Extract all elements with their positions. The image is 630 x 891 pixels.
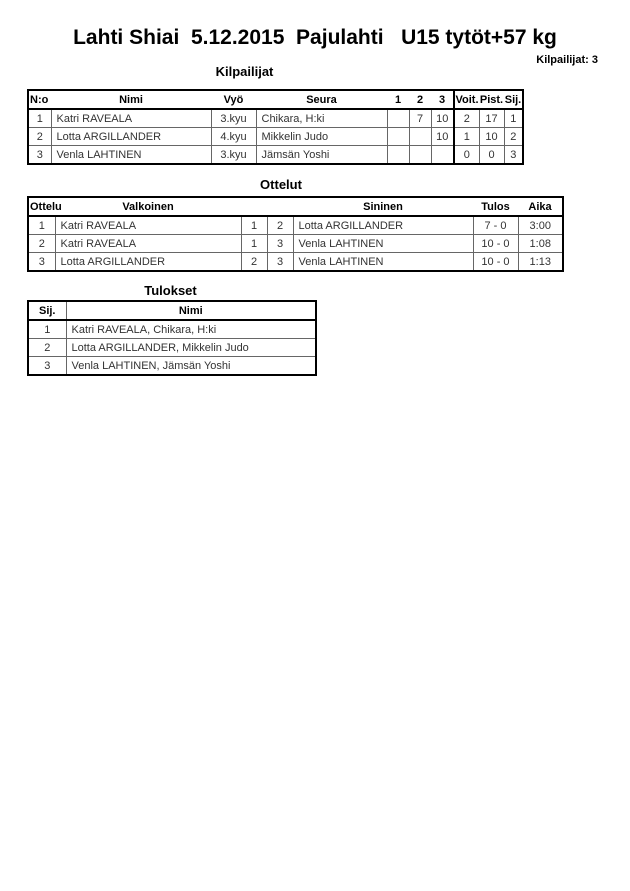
cell-pist: 10 (479, 128, 504, 146)
cell-aika: 1:08 (518, 235, 563, 253)
cell-vyo: 4.kyu (211, 128, 256, 146)
cell-vyo: 3.kyu (211, 109, 256, 128)
table-row (28, 128, 523, 146)
cell-valkoinen: Katri RAVEALA (55, 216, 241, 235)
page-title: Lahti Shiai 5.12.2015 Pajulahti U15 tytöt+57 kg (73, 26, 557, 49)
table-row (28, 253, 563, 272)
cell-round-2 (409, 146, 431, 165)
table-row (28, 339, 316, 357)
col-header-no: N:o (28, 90, 51, 109)
col-header-aika: Aika (518, 197, 563, 216)
table-row (28, 320, 316, 339)
cell-sij: 2 (28, 339, 66, 357)
cell-blue-no: 3 (267, 235, 293, 253)
cell-round-3: 10 (431, 109, 454, 128)
cell-blue-no: 2 (267, 216, 293, 235)
competitors-count-label: Kilpailijat: 3 (536, 54, 598, 66)
col-header-sij: Sij. (504, 90, 523, 109)
kilpailijat-header-row (28, 90, 523, 109)
cell-nimi: Lotta ARGILLANDER, Mikkelin Judo (66, 339, 316, 357)
cell-white-no: 1 (241, 235, 267, 253)
col-header-round-3: 3 (431, 90, 454, 109)
cell-round-3: 10 (431, 128, 454, 146)
table-row (28, 235, 563, 253)
cell-tulos: 10 - 0 (473, 253, 518, 272)
table-row (28, 146, 523, 165)
cell-sininen: Venla LAHTINEN (293, 235, 473, 253)
cell-no: 3 (28, 146, 51, 165)
cell-sininen: Lotta ARGILLANDER (293, 216, 473, 235)
cell-white-no: 1 (241, 216, 267, 235)
cell-round-2: 7 (409, 109, 431, 128)
cell-seura: Chikara, H:ki (256, 109, 387, 128)
col-header-blue-no (267, 197, 293, 216)
col-header-round-2: 2 (409, 90, 431, 109)
col-header-white-no (241, 197, 267, 216)
cell-round-2 (409, 128, 431, 146)
tulokset-section-title: Tulokset (144, 283, 197, 298)
cell-sininen: Venla LAHTINEN (293, 253, 473, 272)
col-header-valkoinen: Valkoinen (55, 197, 241, 216)
cell-voit: 2 (454, 109, 479, 128)
cell-white-no: 2 (241, 253, 267, 272)
cell-valkoinen: Katri RAVEALA (55, 235, 241, 253)
cell-seura: Jämsän Yoshi (256, 146, 387, 165)
cell-match-no: 2 (28, 235, 55, 253)
col-header-sij: Sij. (28, 301, 66, 320)
cell-no: 1 (28, 109, 51, 128)
table-row (28, 109, 523, 128)
col-header-ottelu: Ottelu (28, 197, 55, 216)
cell-sij: 3 (28, 357, 66, 376)
cell-pist: 0 (479, 146, 504, 165)
tulokset-header-row (28, 301, 316, 320)
cell-match-no: 3 (28, 253, 55, 272)
cell-voit: 1 (454, 128, 479, 146)
cell-pist: 17 (479, 109, 504, 128)
cell-nimi: Katri RAVEALA (51, 109, 211, 128)
col-header-sininen: Sininen (293, 197, 473, 216)
cell-no: 2 (28, 128, 51, 146)
cell-sij: 2 (504, 128, 523, 146)
kilpailijat-section-title: Kilpailijat (215, 64, 274, 79)
cell-tulos: 7 - 0 (473, 216, 518, 235)
cell-round-1 (387, 146, 409, 165)
cell-sij: 1 (504, 109, 523, 128)
cell-nimi: Lotta ARGILLANDER (51, 128, 211, 146)
cell-sij: 3 (504, 146, 523, 165)
col-header-nimi: Nimi (66, 301, 316, 320)
cell-nimi: Katri RAVEALA, Chikara, H:ki (66, 320, 316, 339)
col-header-round-1: 1 (387, 90, 409, 109)
col-header-tulos: Tulos (473, 197, 518, 216)
cell-nimi: Venla LAHTINEN, Jämsän Yoshi (66, 357, 316, 376)
table-row (28, 216, 563, 235)
cell-round-3 (431, 146, 454, 165)
ottelut-table (27, 196, 564, 272)
cell-aika: 3:00 (518, 216, 563, 235)
cell-tulos: 10 - 0 (473, 235, 518, 253)
tulokset-table (27, 300, 317, 376)
col-header-vyo: Vyö (211, 90, 256, 109)
cell-round-1 (387, 109, 409, 128)
cell-round-1 (387, 128, 409, 146)
ottelut-header-row (28, 197, 563, 216)
cell-sij: 1 (28, 320, 66, 339)
cell-aika: 1:13 (518, 253, 563, 272)
cell-valkoinen: Lotta ARGILLANDER (55, 253, 241, 272)
col-header-pist: Pist. (479, 90, 504, 109)
col-header-seura: Seura (256, 90, 387, 109)
col-header-nimi: Nimi (51, 90, 211, 109)
cell-match-no: 1 (28, 216, 55, 235)
ottelut-section-title: Ottelut (260, 177, 302, 192)
cell-nimi: Venla LAHTINEN (51, 146, 211, 165)
table-row (28, 357, 316, 376)
cell-seura: Mikkelin Judo (256, 128, 387, 146)
cell-voit: 0 (454, 146, 479, 165)
cell-vyo: 3.kyu (211, 146, 256, 165)
kilpailijat-table (27, 89, 524, 165)
col-header-voit: Voit. (454, 90, 479, 109)
cell-blue-no: 3 (267, 253, 293, 272)
